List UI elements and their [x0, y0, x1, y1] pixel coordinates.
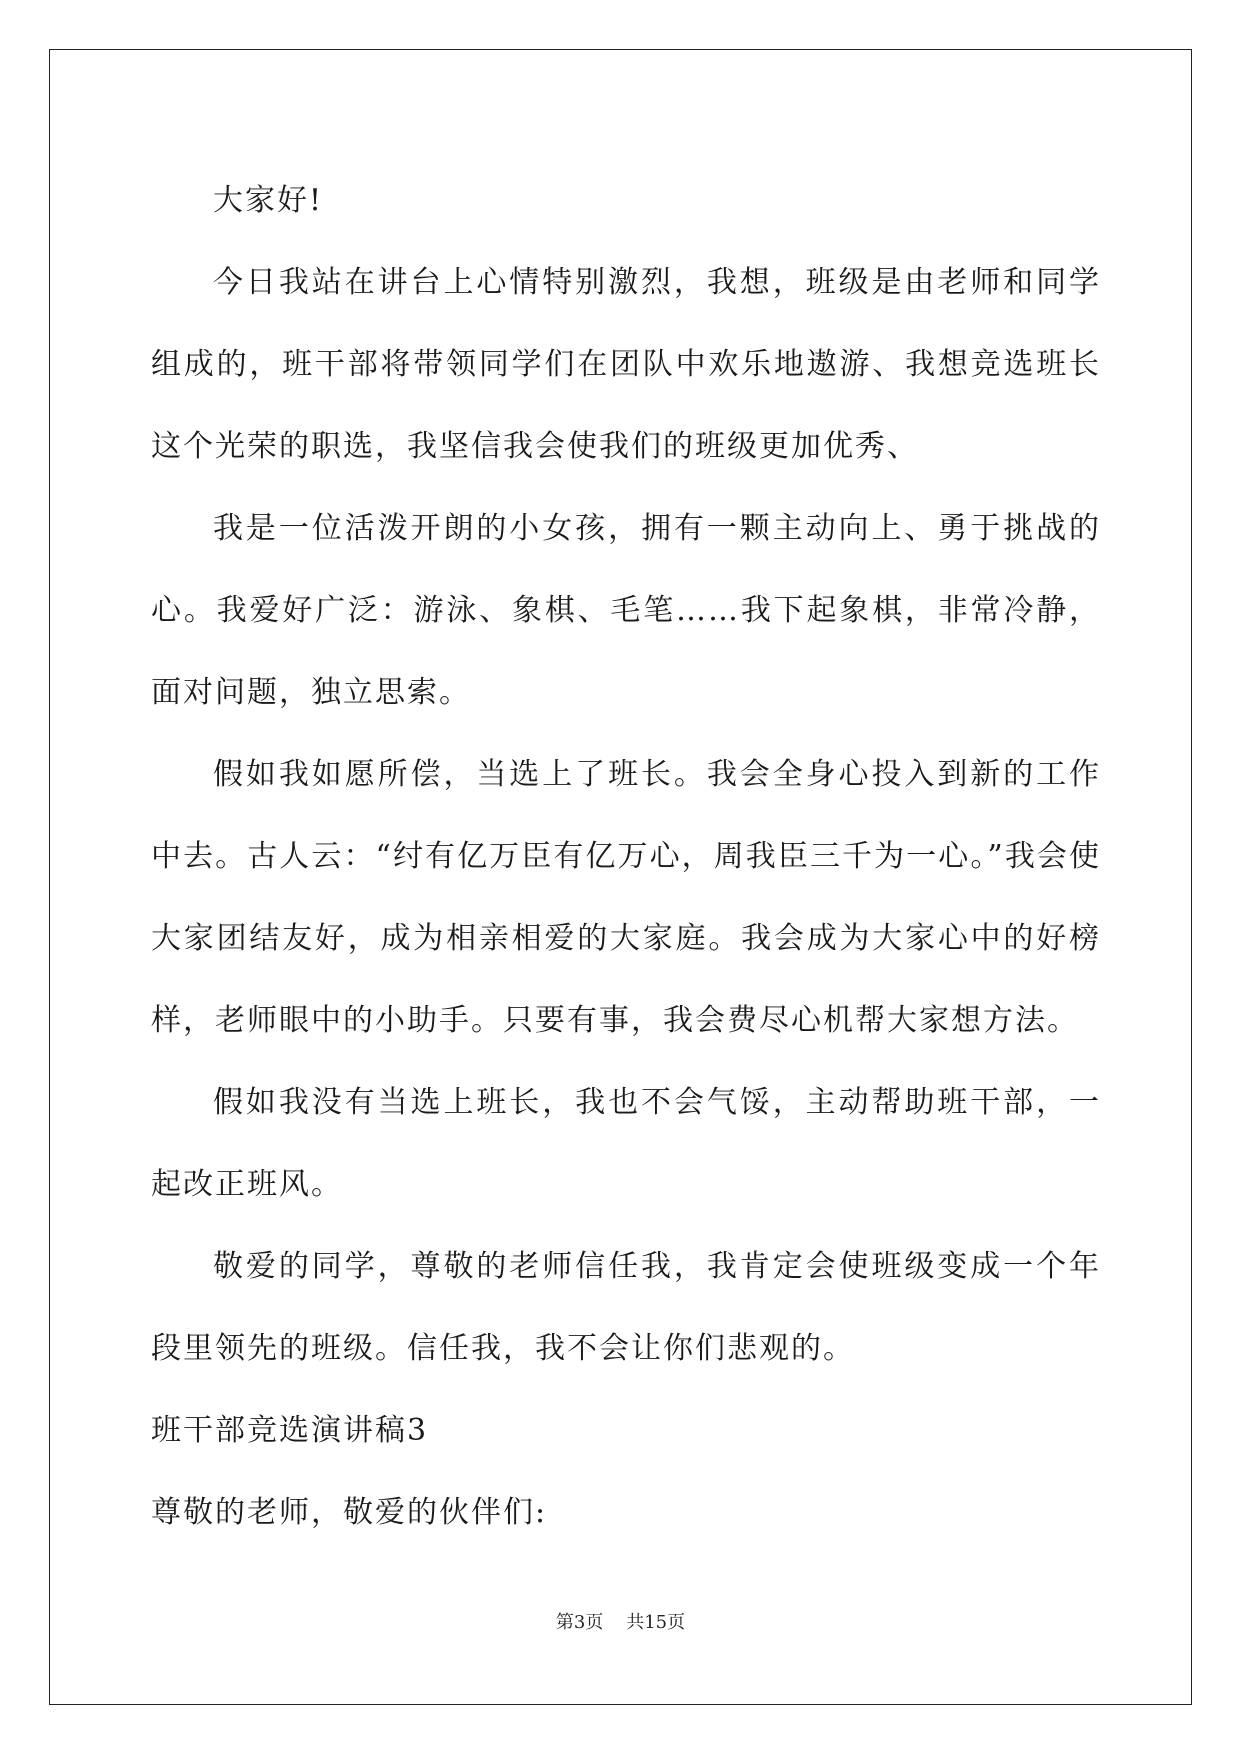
- paragraph-closing: 敬爱的同学，尊敬的老师信任我，我肯定会使班级变成一个年段里领先的班级。信任我，我不会让你们悲观的。: [151, 1249, 1101, 1366]
- document-body: [151, 160, 1101, 1554]
- paragraph-if-not-elected: 假如我没有当选上班长，我也不会气馁，主动帮助班干部，一起改正班风。: [151, 1085, 1101, 1202]
- paragraph-intro: 今日我站在讲台上心情特别激烈，我想，班级是由老师和同学组成的，班干部将带领同学们在团队中欢乐地遨游、我想竞选班长这个光荣的职选，我坚信我会使我们的班级更加优秀、: [151, 265, 1101, 464]
- section-title: 班干部竞选演讲稿3: [151, 1413, 429, 1448]
- paragraph-self-description: 我是一位活泼开朗的小女孩，拥有一颗主动向上、勇于挑战的心。我爱好广泛：游泳、象棋、毛笔……我下起象棋，非常冷静，面对问题，独立思索。: [151, 511, 1101, 710]
- page-number: 第3页 共15页: [555, 1612, 686, 1633]
- salutation: 尊敬的老师，敬爱的伙伴们:: [151, 1495, 548, 1530]
- paragraph-greeting: 大家好!: [213, 183, 324, 218]
- paragraph-if-elected: 假如我如愿所偿，当选上了班长。我会全身心投入到新的工作中去。古人云：“纣有亿万臣有亿万心，周我臣三千为一心。”我会使大家团结友好，成为相亲相爱的大家庭。我会成为大家心中的好榜样，老师眼中的小助手。只要有事，我会费尽心机帮大家想方法。: [151, 757, 1101, 1038]
- page-footer: [0, 1608, 1241, 1634]
